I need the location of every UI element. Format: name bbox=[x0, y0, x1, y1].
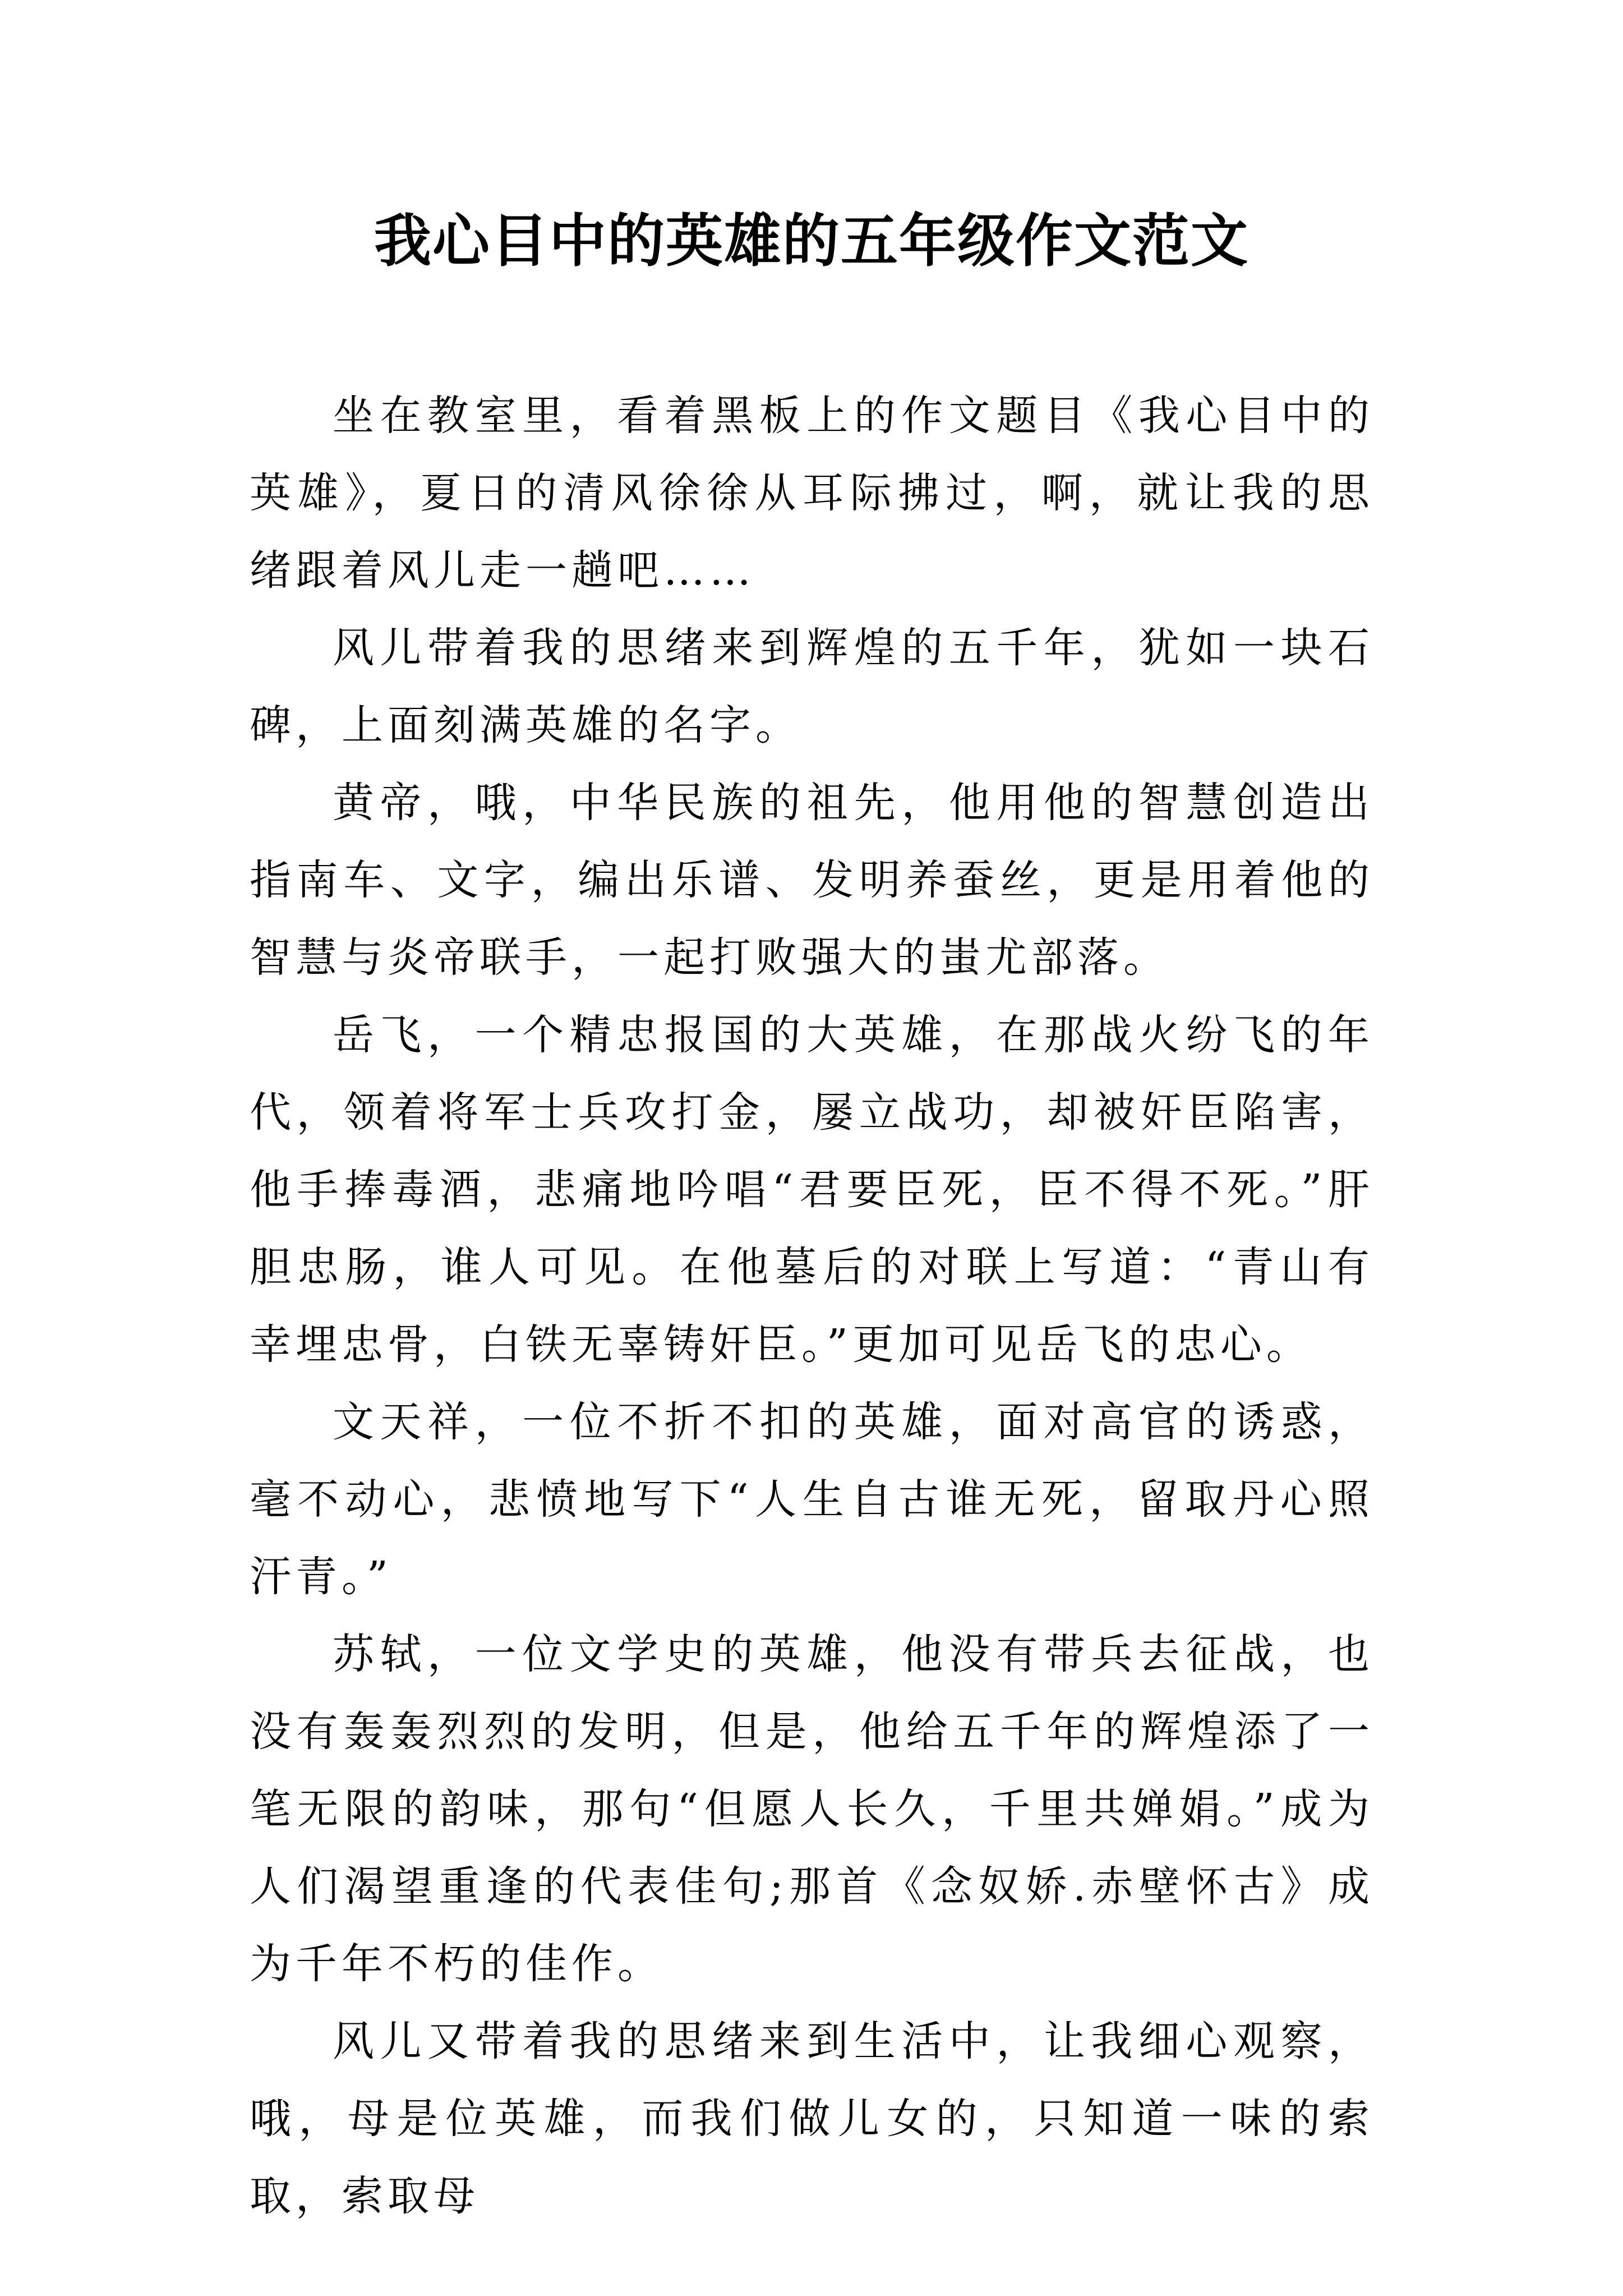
document-body bbox=[250, 377, 1374, 2235]
paragraph-5: 文天祥，一位不折不扣的英雄，面对高官的诱惑，毫不动心，悲愤地写下“人生自古谁无死，留取丹心照汗青。” bbox=[250, 1398, 1374, 1601]
paragraph-2: 风儿带着我的思绪来到辉煌的五千年，犹如一块石碑，上面刻满英雄的名字。 bbox=[250, 624, 1374, 749]
paragraph-7: 风儿又带着我的思绪来到生活中，让我细心观察，哦，母是位英雄，而我们做儿女的，只知道一味的索取，索取母 bbox=[250, 2017, 1374, 2220]
document-title: 我心目中的英雄的五年级作文范文 bbox=[374, 208, 1249, 275]
paragraph-4: 岳飞，一个精忠报国的大英雄，在那战火纷飞的年代，领着将军士兵攻打金，屡立战功，却被奸臣陷害，他手捧毒酒，悲痛地吟唱“君要臣死，臣不得不死。”肝胆忠肠，谁人可见。在他墓后的对联上写道：“青山有幸埋忠骨，白铁无辜铸奸臣。”更加可见岳飞的忠心。 bbox=[250, 1011, 1374, 1369]
paragraph-3: 黄帝，哦，中华民族的祖先，他用他的智慧创造出指南车、文字，编出乐谱、发明养蚕丝，更是用着他的智慧与炎帝联手，一起打败强大的蚩尤部落。 bbox=[250, 779, 1374, 982]
paragraph-1: 坐在教室里，看着黑板上的作文题目《我心目中的英雄》，夏日的清风徐徐从耳际拂过，啊，就让我的思绪跟着风儿走一趟吧…… bbox=[250, 392, 1374, 595]
paragraph-6: 苏轼，一位文学史的英雄，他没有带兵去征战，也没有轰轰烈烈的发明，但是，他给五千年的辉煌添了一笔无限的韵味，那句“但愿人长久，千里共婵娟。”成为人们渴望重逢的代表佳句;那首《念奴娇.赤壁怀古》成为千年不朽的佳作。 bbox=[250, 1630, 1374, 1988]
